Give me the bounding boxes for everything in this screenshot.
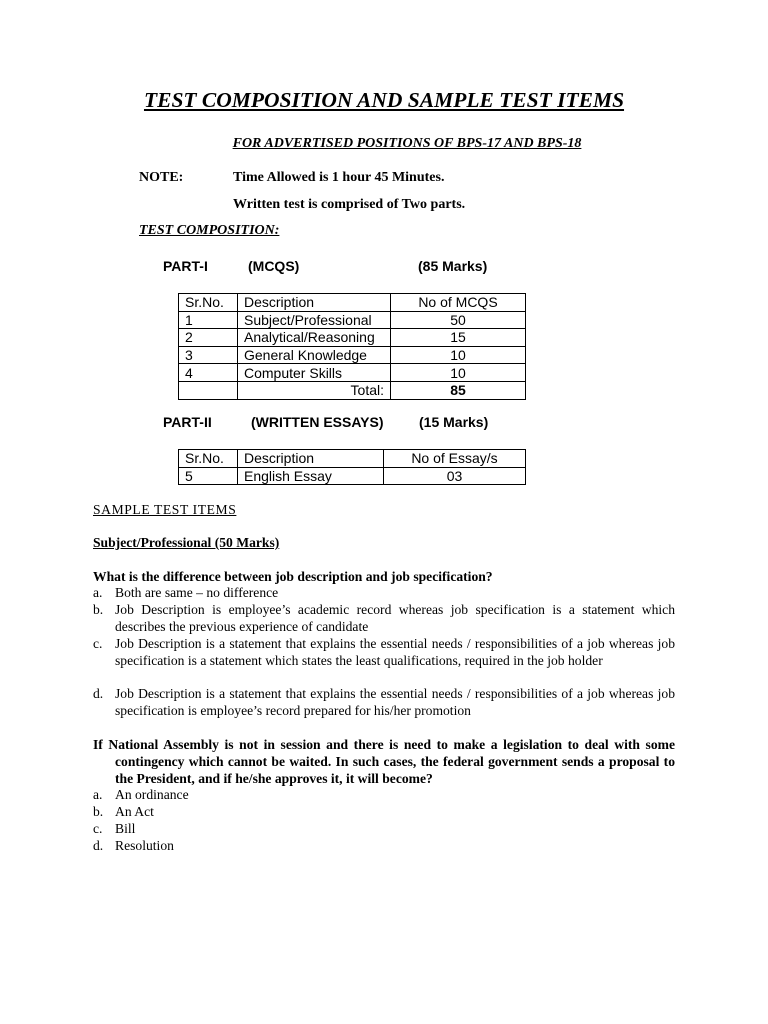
- option-letter: b.: [93, 602, 104, 617]
- table-row: [179, 467, 526, 485]
- option-letter: c.: [93, 821, 103, 836]
- test-composition-heading: TEST COMPOSITION:: [139, 223, 280, 238]
- option-letter: a.: [93, 787, 103, 802]
- option-text: Both are same – no difference: [115, 585, 279, 600]
- table-header-row: [179, 450, 526, 468]
- table-row: [179, 364, 526, 382]
- cell-sr: 5: [179, 467, 238, 485]
- question-2-option-c: [93, 821, 675, 838]
- question-1-option-d: [93, 686, 675, 720]
- cell-count: 10: [391, 364, 526, 382]
- cell-desc: Subject/Professional: [238, 311, 391, 329]
- cell-count: 50: [391, 311, 526, 329]
- part1-type: (MCQS): [248, 258, 300, 274]
- question-1: [93, 569, 675, 586]
- question-1-option-a: [93, 585, 675, 602]
- option-letter: c.: [93, 636, 103, 651]
- question-2-option-d: [93, 838, 675, 855]
- cell-empty: [179, 381, 238, 399]
- subject-heading: Subject/Professional (50 Marks): [93, 535, 280, 550]
- part1-label: PART-I: [163, 258, 208, 274]
- header-sr-no: Sr.No.: [179, 294, 238, 312]
- cell-count: 10: [391, 346, 526, 364]
- option-text: Job Description is a statement that explains the essential needs / responsibilities of a job whereas job specification is employee’s record prepared for his/her promotion: [115, 686, 675, 718]
- header-count: No of MCQS: [391, 294, 526, 312]
- cell-sr: 3: [179, 346, 238, 364]
- table-total-row: [179, 381, 526, 399]
- cell-count: 15: [391, 329, 526, 347]
- option-text: Job Description is a statement that explains the essential needs / responsibilities of a job whereas job specification is a statement which states the least qualifications, required in the job holder: [115, 636, 675, 668]
- question-1-option-c: [93, 636, 675, 670]
- header-description: Description: [238, 294, 391, 312]
- table-header-row: [179, 294, 526, 312]
- cell-desc: Computer Skills: [238, 364, 391, 382]
- option-letter: b.: [93, 804, 104, 819]
- note-label: NOTE:: [139, 170, 184, 185]
- option-text: An ordinance: [115, 787, 189, 802]
- part2-marks: (15 Marks): [419, 414, 489, 430]
- sample-test-items-heading: SAMPLE TEST ITEMS: [93, 502, 237, 517]
- table-row: [179, 346, 526, 364]
- note-time-allowed: Time Allowed is 1 hour 45 Minutes.: [233, 170, 445, 185]
- header-count: No of Essay/s: [384, 450, 526, 468]
- total-value: 85: [391, 381, 526, 399]
- cell-desc: English Essay: [238, 467, 384, 485]
- option-letter: d.: [93, 838, 104, 853]
- header-description: Description: [238, 450, 384, 468]
- cell-desc: Analytical/Reasoning: [238, 329, 391, 347]
- question-2-option-a: [93, 787, 675, 804]
- option-text: Resolution: [115, 838, 174, 853]
- table-row: [179, 311, 526, 329]
- option-text: An Act: [115, 804, 154, 819]
- question-2-text: If National Assembly is not in session and there is need to make a legislation to deal with some contingency which cannot be waited. In such cases, the federal government sends a proposal to the President, and if he/she approves it, it will become?: [93, 737, 675, 786]
- cell-count: 03: [384, 467, 526, 485]
- question-2-option-b: [93, 804, 675, 821]
- table-row: [179, 329, 526, 347]
- part2-type: (WRITTEN ESSAYS): [251, 414, 384, 430]
- page-title: TEST COMPOSITION AND SAMPLE TEST ITEMS: [143, 88, 625, 112]
- part2-table: [178, 449, 526, 485]
- note-written-test: Written test is comprised of Two parts.: [233, 197, 466, 212]
- part2-label: PART-II: [163, 414, 212, 430]
- part1-table: [178, 293, 526, 400]
- total-label: Total:: [238, 381, 391, 399]
- cell-sr: 4: [179, 364, 238, 382]
- cell-desc: General Knowledge: [238, 346, 391, 364]
- option-letter: d.: [93, 686, 104, 701]
- part1-marks: (85 Marks): [418, 258, 488, 274]
- option-text: Bill: [115, 821, 136, 836]
- header-sr-no: Sr.No.: [179, 450, 238, 468]
- question-1-option-b: [93, 602, 675, 636]
- cell-sr: 1: [179, 311, 238, 329]
- cell-sr: 2: [179, 329, 238, 347]
- question-1-text: What is the difference between job description and job specification?: [93, 569, 493, 584]
- option-letter: a.: [93, 585, 103, 600]
- option-text: Job Description is employee’s academic record whereas job specification is a statement which describes the previous experience of candidate: [115, 602, 675, 634]
- question-2: [93, 737, 675, 787]
- page-subtitle: FOR ADVERTISED POSITIONS OF BPS-17 AND BPS-18: [232, 136, 582, 151]
